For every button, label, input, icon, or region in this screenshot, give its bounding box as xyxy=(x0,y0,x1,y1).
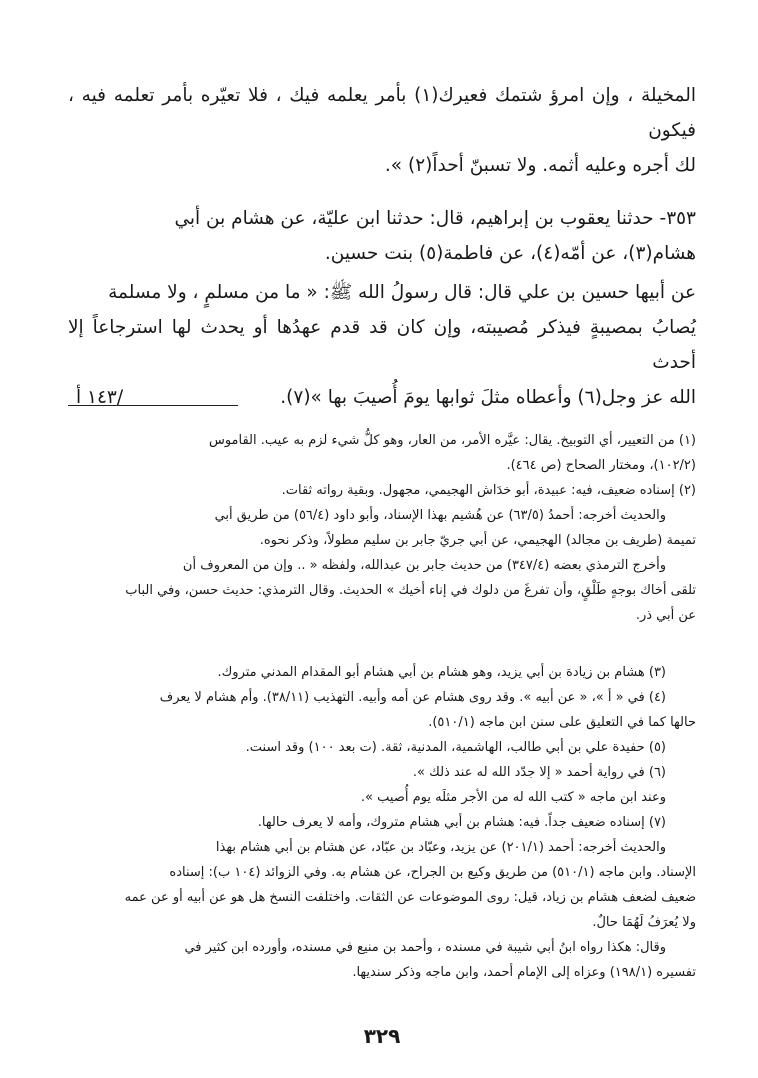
text-line: يُصابُ بمصيبةٍ فيذكر مُصيبته، وإن كان قد قدم عهدُها أو يحدث لها استرجاعاً إلا أحدث xyxy=(68,317,696,373)
footnote-line: (٧) إسناده ضعيف جداً. فيه: هشام بن أبي هشام متروك، وأمه لا يعرف حالها. xyxy=(257,815,666,830)
text-line: هشام(٣)، عن أمّه(٤)، عن فاطمة(٥) بنت حسين. xyxy=(324,243,696,264)
footnote-line: تفسيره (١٩٨/١) وعزاه إلى الإمام أحمد، وابن ماجه وذكر سنديها. xyxy=(352,965,696,980)
footnote-line: ولا يُعرَفُ لَهُمَا حالٌ. xyxy=(592,915,696,930)
footnote-line: (١) من التعيير، أي التوبيخ. يقال: عيَّره الأمر، من العار، وهو كلُّ شيء لزم به عيب. القاموس xyxy=(208,433,696,448)
footnote-line: الإسناد. وابن ماجه (٥١٠/١) من طريق وكيع بن الجراح، عن هشام به. وفي الزوائد (١٠٤ ب): إسناده xyxy=(169,865,696,880)
footnote-separator xyxy=(68,405,238,406)
footnote-line: وقال: هكذا رواه ابنُ أبي شيبة في مسنده ، وأحمد بن منيع في مسنده، وأورده ابن كثير في xyxy=(184,940,666,955)
main-text xyxy=(68,78,696,415)
footnotes-group-1 xyxy=(68,428,696,628)
page-number: ٣٢٩ xyxy=(363,1024,401,1048)
footnote-line: حالها كما في التعليق على سنن ابن ماجه (٥١٠/١). xyxy=(428,715,696,730)
hadith-number-line: ٣٥٣- حدثنا يعقوب بن إبراهيم، قال: حدثنا ابن عليّة، عن هشام بن أبي xyxy=(174,208,696,229)
footnote-line: (٥) حفيدة علي بن أبي طالب، الهاشمية، المدنية، ثقة. (ت بعد ١٠٠) وقد اسنت. xyxy=(245,740,666,755)
footnote-line: تميمة (طريف بن مجالد) الهجيمي، عن أبي جريّ جابر بن سليم مطولاً، وذكر نحوه. xyxy=(259,533,696,548)
text-line: الله عز وجل(٦) وأعطاه مثلَ ثوابها يومَ أُصيبَ بها »(٧). xyxy=(280,387,696,408)
manuscript-folio-marker: /١٤٣ أ xyxy=(76,387,124,408)
footnote-line: وأخرج الترمذي بعضه (٣٤٧/٤) من حديث جابر بن عبدالله، ولفظه « .. وإن من المعروف أن xyxy=(182,558,666,573)
footnote-line: وعند ابن ماجه « كتب الله له من الأجر مثلَه يوم أُصيب ». xyxy=(360,790,666,805)
footnote-line: (٣) هشام بن زيادة بن أبي يزيد، وهو هشام بن أبي هشام أبو المقدام المدني متروك. xyxy=(217,665,666,680)
footnote-line: والحديث أخرجه: أحمد (٢٠١/١) عن يزيد، وعبّاد بن عبّاد، عن هشام بن أبي هشام بهذا xyxy=(215,840,666,855)
footnote-line: ضعيف لضعف هشام بن زياد، قيل: روى الموضوعات عن الثقات. واختلفت النسخ هل هو عن أبيه أو عن عمه xyxy=(124,890,696,905)
book-page xyxy=(68,0,696,1078)
footnote-line: (٢) إسناده ضعيف، فيه: عبيدة، أبو خدَاش الهجيمي، مجهول. وبقية رواته ثقات. xyxy=(281,483,696,498)
footnote-line: (١٠٢/٢)، ومختار الصحاح (ص ٤٦٤). xyxy=(506,458,696,473)
footnotes-group-2 xyxy=(68,660,696,935)
text-line: عن أبيها حسين بن علي قال: قال رسولُ الله ﷺ: « ما من مسلمٍ ، ولا مسلمة xyxy=(108,282,696,303)
footnotes-group-3 xyxy=(68,935,696,985)
footnote-line: والحديث أخرجه: أحمدُ (٦٣/٥) عن هُشيم بهذا الإسناد، وأبو داود (٥٦/٤) من طريق أبي xyxy=(214,508,666,523)
footnote-line: (٤) في « أ »، « عن أبيه ». وقد روى هشام عن أمه وأبيه. التهذيب (٣٨/١١). وأم هشام لا يعرف xyxy=(159,690,666,705)
text-line: المخيلة ، وإن امرؤ شتمك فعيرك(١) بأمر يعلمه فيك ، فلا تعيّره بأمر تعلمه فيه ، فيكون xyxy=(68,85,696,141)
footnote-line: (٦) في رواية أحمد « إلا جدّد الله له عند ذلك ». xyxy=(412,765,666,780)
footnote-line: تلقى أخاك بوجهٍ طَلْقٍ، وأن تفرغَ من دلوك في إناء أخيك » الحديث. وقال الترمذي: حديث حسن، وفي الباب xyxy=(125,583,696,598)
text-line: لك أجره وعليه أثمه. ولا تسبنّ أحداً(٢) ». xyxy=(384,155,696,176)
footnote-line: عن أبي ذر. xyxy=(635,608,696,623)
